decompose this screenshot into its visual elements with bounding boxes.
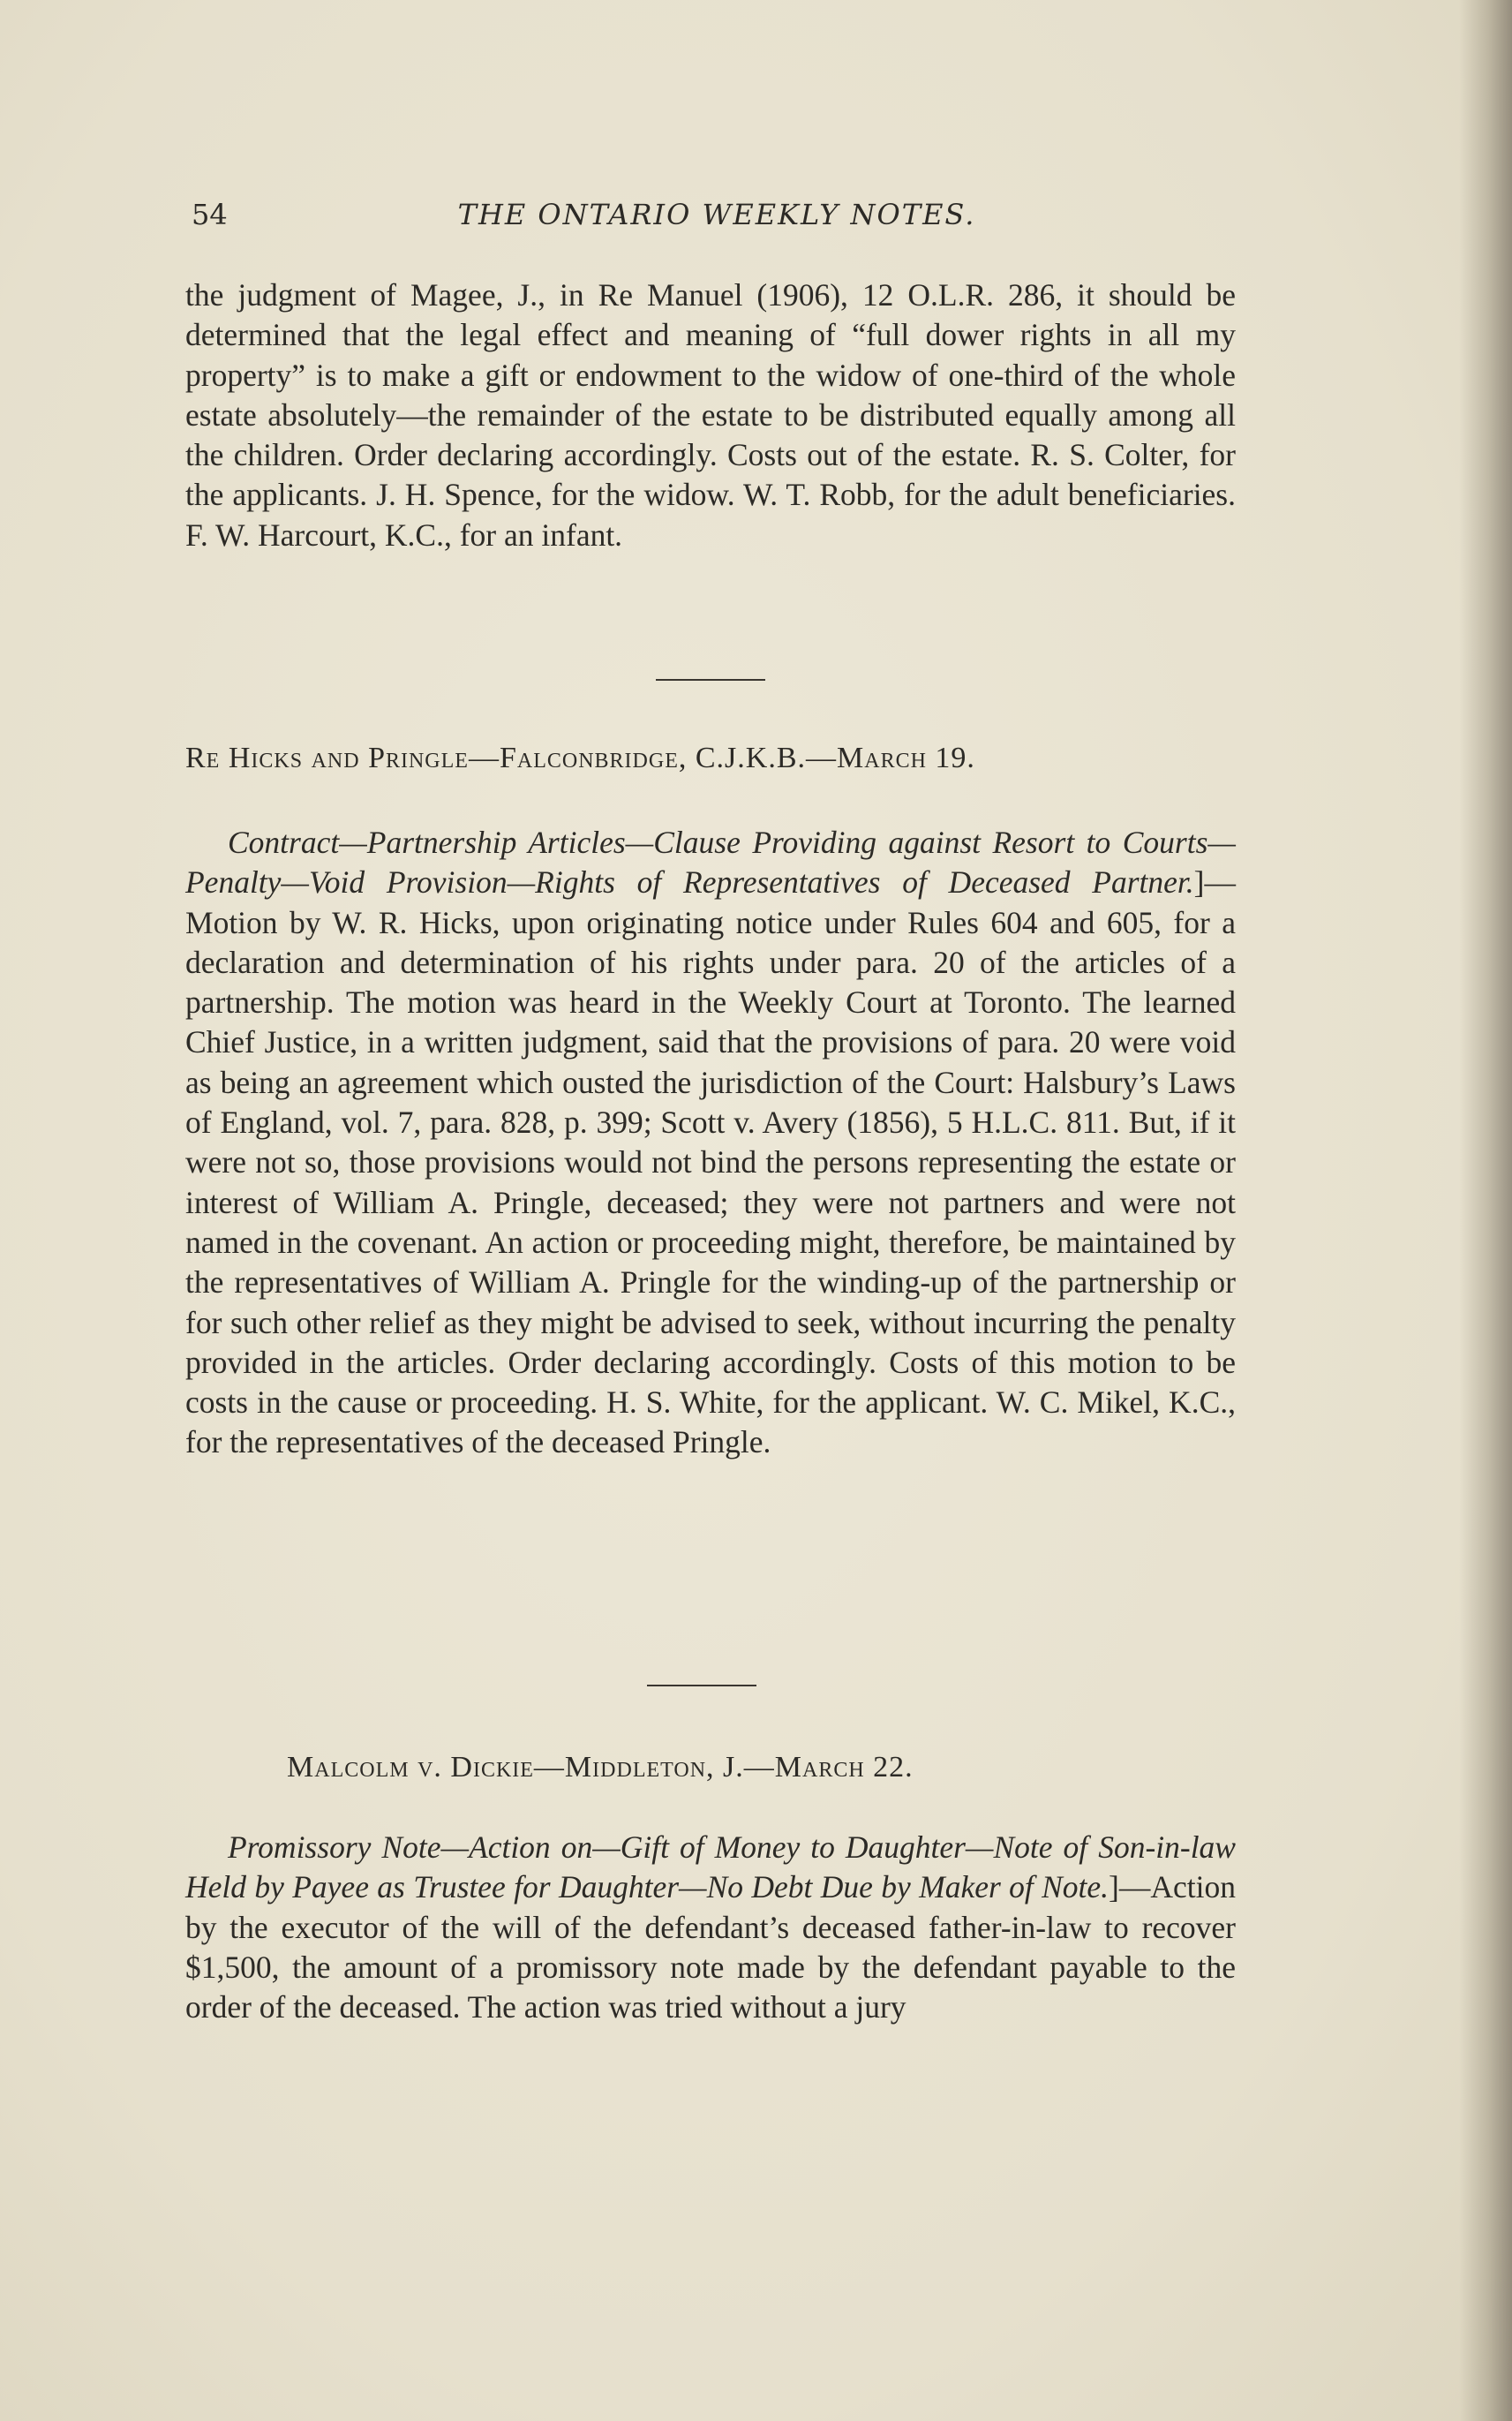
section-1-paragraph: [185, 275, 1236, 555]
case-heading-hicks-pringle: Re Hicks and Pringle—Falconbridge, C.J.K.B.—March 19.: [185, 742, 975, 774]
case-malcolm-dickie-body: [185, 1828, 1236, 2027]
case-hicks-pringle-paragraph: [185, 823, 1236, 1463]
case-malcolm-dickie-headnote: Promissory Note—Action on—Gift of Money to Daughter—Note of Son-in-law Held by Payee as Trustee for Daughter—No Debt Due by Maker of Note.: [185, 1829, 1236, 1905]
page-header: [192, 198, 1242, 242]
page-number: 54: [192, 198, 228, 231]
case-hicks-pringle-headnote: Contract—Partnership Articles—Clause Providing against Resort to Courts—Penalty—Void Provision—Rights of Representatives of Deceased Partner.: [185, 825, 1236, 901]
case-malcolm-dickie-text: ]—Action by the executor of the will of the defendant’s deceased father-in-law to recover $1,500, the amount of a promissory note made by the defendant payable to the order of the deceased. The action was tried without a jury: [185, 1869, 1236, 2025]
running-title: THE ONTARIO WEEKLY NOTES.: [457, 198, 976, 231]
section-divider-2: [647, 1685, 756, 1686]
case-malcolm-dickie-paragraph: [185, 1828, 1236, 2027]
binding-gutter-shadow: [1459, 0, 1512, 2421]
section-divider-1: [656, 679, 765, 681]
section-1-text: the judgment of Magee, J., in Re Manuel (1906), 12 O.L.R. 286, it should be determined that the legal effect and meaning of “full dower rights in all my property” is to make a gift or endowment to the widow of one-third of the whole estate absolutely—the remainder of the estate to be distributed equally among all the children. Order declaring accordingly. Costs out of the estate. R. S. Colter, for the applicants. J. H. Spence, for the widow. W. T. Robb, for the adult beneficiaries. F. W. Harcourt, K.C., for an infant.: [185, 277, 1236, 553]
case-hicks-pringle-body: [185, 823, 1236, 1463]
case-heading-malcolm-dickie: Malcolm v. Dickie—Middleton, J.—March 22.: [287, 1751, 914, 1784]
case-hicks-pringle-text: ]—Motion by W. R. Hicks, upon originating notice under Rules 604 and 605, for a declaration and determination of his rights under para. 20 of the articles of a partnership. The motion was heard in the Weekly Court at Toronto. The learned Chief Justice, in a written judgment, said that the provisions of para. 20 were void as being an agreement which ousted the jurisdiction of the Court: Halsbury’s Laws of England, vol. 7, para. 828, p. 399; Scott v. Avery (1856), 5 H.L.C. 811. But, if it were not so, those provisions would not bind the persons representing the estate or interest of William A. Pringle, deceased; they were not partners and were not named in the covenant. An action or proceeding might, therefore, be maintained by the representatives of William A. Pringle for the winding-up of the partnership or for such other relief as they might be advised to seek, without incurring the penalty provided in the articles. Order declaring accordingly. Costs of this motion to be costs in the cause or proceeding. H. S. White, for the applicant. W. C. Mikel, K.C., for the representatives of the deceased Pringle.: [185, 864, 1236, 1460]
